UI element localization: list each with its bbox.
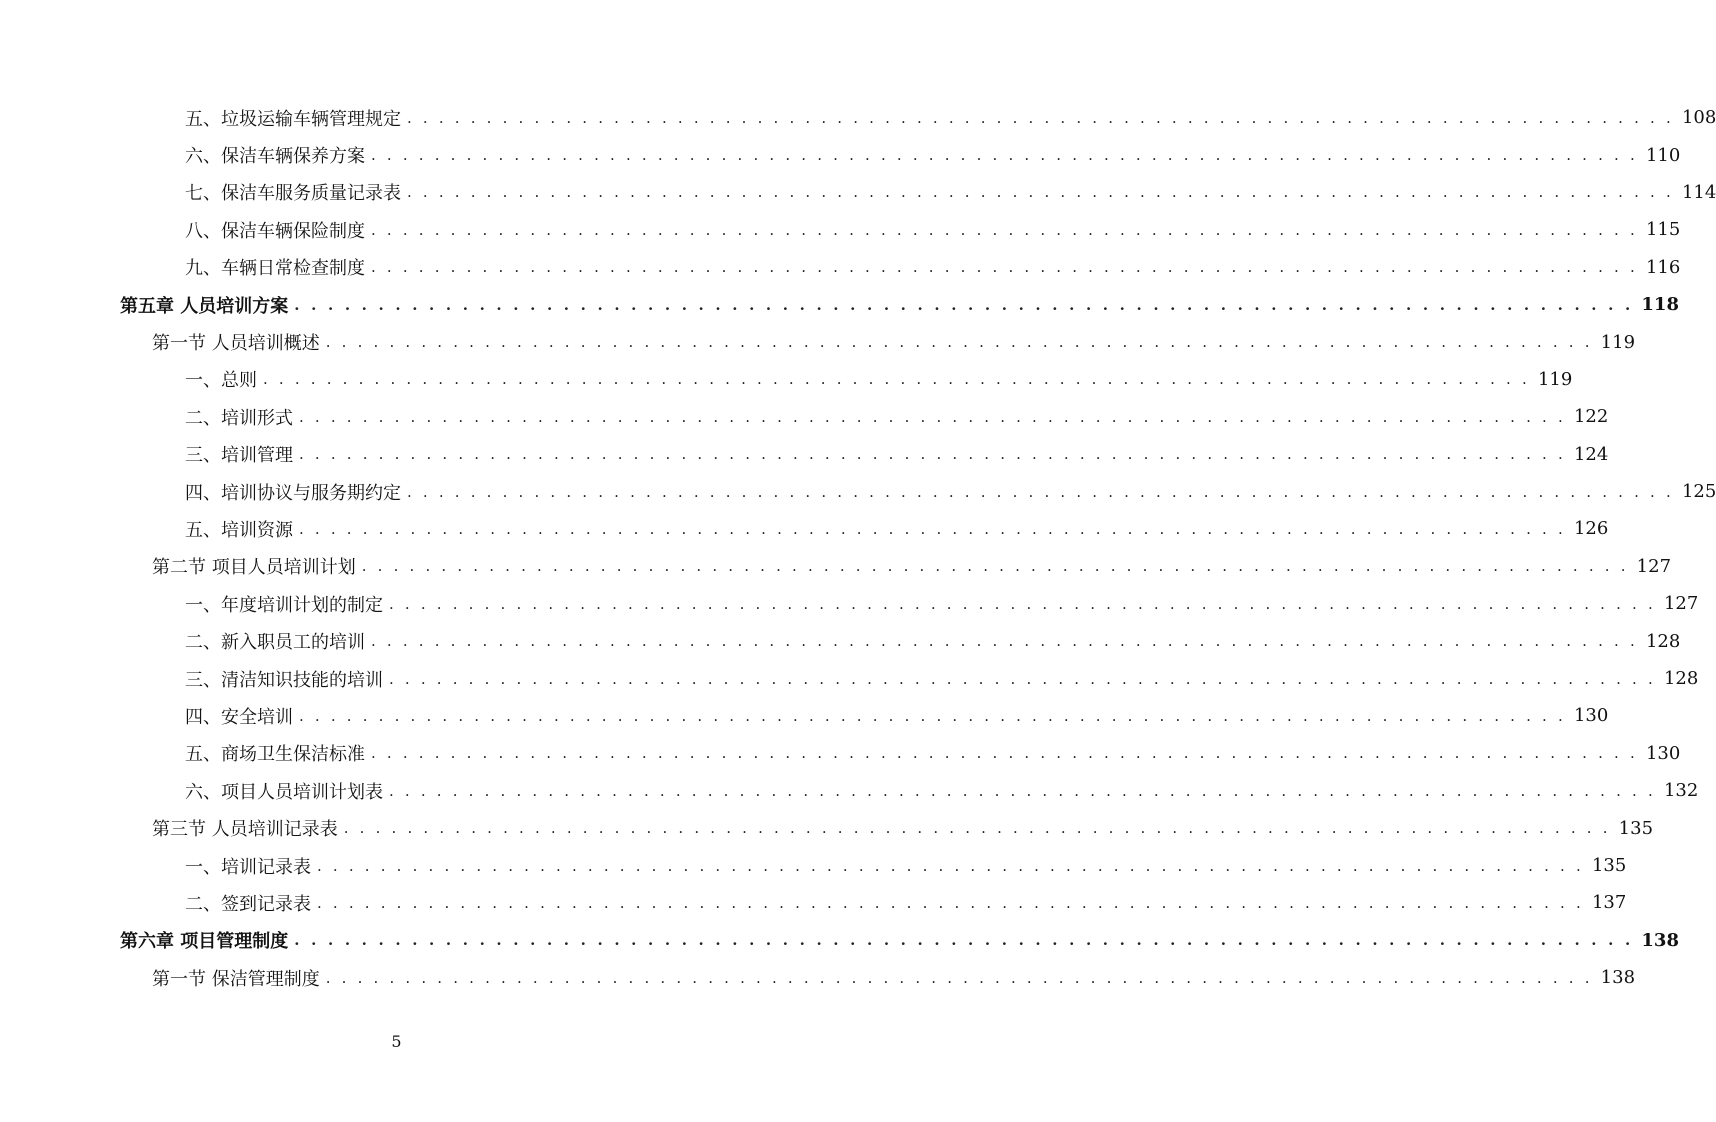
toc-entry-page: 137 — [1584, 892, 1626, 913]
toc-entry-page: 118 — [1633, 294, 1679, 315]
toc-entry-page: 119 — [1593, 332, 1635, 353]
toc-item-entry[interactable] — [0, 697, 1609, 734]
toc-item-entry[interactable] — [0, 398, 1609, 435]
toc-entry-page: 135 — [1611, 818, 1653, 839]
toc-item-entry[interactable] — [0, 884, 1627, 921]
dot-leader: . . . . . . . . . . . . . . . . . . . . . . . . . . . . . . . . . . . . . . . . . . . . . . . . . . . . . . . . . . . . . . . . . . . . . . . . . . . . . . . . — [317, 893, 1584, 912]
dot-leader: . . . . . . . . . . . . . . . . . . . . . . . . . . . . . . . . . . . . . . . . . . . . . . . . . . . . . . . . . . . . . . . . . . . . . . . . . . . . . . . . — [294, 931, 1634, 950]
toc-entry-title: 第二节 项目人员培训计划 — [152, 553, 362, 579]
dot-leader: . . . . . . . . . . . . . . . . . . . . . . . . . . . . . . . . . . . . . . . . . . . . . . . . . . . . . . . . . . . . . . . . . . . . . . . . . . . . . . . . — [325, 333, 1593, 352]
toc-entry-title: 第一节 保洁管理制度 — [152, 965, 326, 991]
toc-entry-title: 第一节 人员培训概述 — [152, 329, 326, 355]
toc-entry-title: 九、车辆日常检查制度 — [185, 254, 371, 280]
toc-entry-title: 二、培训形式 — [185, 404, 299, 430]
toc-entry-title: 五、培训资源 — [185, 516, 299, 542]
toc-item-entry[interactable] — [0, 473, 1716, 510]
toc-entry-page: 127 — [1656, 593, 1698, 614]
dot-leader: . . . . . . . . . . . . . . . . . . . . . . . . . . . . . . . . . . . . . . . . . . . . . . . . . . . . . . . . . . . . . . . . . . . . . . . . . . . . . . . . — [407, 482, 1674, 501]
toc-entry-title: 六、项目人员培训计划表 — [185, 778, 389, 804]
dot-leader: . . . . . . . . . . . . . . . . . . . . . . . . . . . . . . . . . . . . . . . . . . . . . . . . . . . . . . . . . . . . . . . . . . . . . . . . . . . . . . . . — [407, 183, 1674, 202]
toc-entry-page: 128 — [1656, 668, 1698, 689]
toc-entry-page: 122 — [1566, 406, 1608, 427]
toc-entry-title: 五、商场卫生保洁标准 — [185, 740, 371, 766]
toc-entry-title: 四、安全培训 — [185, 703, 299, 729]
toc-item-entry[interactable] — [0, 136, 1681, 173]
toc-entry-title: 六、保洁车辆保养方案 — [185, 142, 371, 168]
toc-section-entry[interactable] — [0, 548, 1672, 585]
toc-item-entry[interactable] — [0, 772, 1699, 809]
toc-entry-page: 124 — [1566, 444, 1608, 465]
dot-leader: . . . . . . . . . . . . . . . . . . . . . . . . . . . . . . . . . . . . . . . . . . . . . . . . . . . . . . . . . . . . . . . . . . . . . . . . . . . . . . . . — [343, 819, 1611, 838]
toc-chapter-entry[interactable] — [0, 286, 1679, 323]
dot-leader: . . . . . . . . . . . . . . . . . . . . . . . . . . . . . . . . . . . . . . . . . . . . . . . . . . . . . . . . . . . . . . . . . . . . . . . . . . . . . . . . — [299, 706, 1566, 725]
dot-leader: . . . . . . . . . . . . . . . . . . . . . . . . . . . . . . . . . . . . . . . . . . . . . . . . . . . . . . . . . . . . . . . . . . . . . . . . . . . . . . . . — [371, 146, 1638, 165]
dot-leader: . . . . . . . . . . . . . . . . . . . . . . . . . . . . . . . . . . . . . . . . . . . . . . . . . . . . . . . . . . . . . . . . . . . . . . . . . . . . . . . . — [371, 632, 1638, 651]
toc-entry-page: 108 — [1674, 107, 1716, 128]
toc-item-entry[interactable] — [0, 660, 1699, 697]
toc-entry-page: 119 — [1530, 369, 1572, 390]
toc-entry-title: 三、培训管理 — [185, 441, 299, 467]
dot-leader: . . . . . . . . . . . . . . . . . . . . . . . . . . . . . . . . . . . . . . . . . . . . . . . . . . . . . . . . . . . . . . . . . . . . . . . . . . . . . . . . — [371, 258, 1638, 277]
dot-leader: . . . . . . . . . . . . . . . . . . . . . . . . . . . . . . . . . . . . . . . . . . . . . . . . . . . . . . . . . . . . . . . . . . . . . . . . . . . . . . . . — [317, 856, 1584, 875]
toc-item-entry[interactable] — [0, 735, 1681, 772]
dot-leader: . . . . . . . . . . . . . . . . . . . . . . . . . . . . . . . . . . . . . . . . . . . . . . . . . . . . . . . . . . . . . . . . . . . . . . . . . . . . . . . . — [371, 220, 1638, 239]
toc-item-entry[interactable] — [0, 211, 1681, 248]
dot-leader: . . . . . . . . . . . . . . . . . . . . . . . . . . . . . . . . . . . . . . . . . . . . . . . . . . . . . . . . . . . . . . . . . . . . . . . . . . . . . . . . — [263, 370, 1530, 389]
toc-entry-page: 126 — [1566, 518, 1608, 539]
toc-item-entry[interactable] — [0, 436, 1609, 473]
toc-item-entry[interactable] — [0, 174, 1716, 211]
dot-leader: . . . . . . . . . . . . . . . . . . . . . . . . . . . . . . . . . . . . . . . . . . . . . . . . . . . . . . . . . . . . . . . . . . . . . . . . . . . . . . . . — [299, 519, 1566, 538]
toc-section-entry[interactable] — [0, 323, 1636, 360]
toc-entry-page: 125 — [1674, 481, 1716, 502]
toc-entry-title: 八、保洁车辆保险制度 — [185, 217, 371, 243]
toc-entry-page: 138 — [1633, 930, 1679, 951]
dot-leader: . . . . . . . . . . . . . . . . . . . . . . . . . . . . . . . . . . . . . . . . . . . . . . . . . . . . . . . . . . . . . . . . . . . . . . . . . . . . . . . . — [389, 669, 1656, 688]
toc-item-entry[interactable] — [0, 99, 1716, 136]
toc-entry-title: 第六章 项目管理制度 — [120, 927, 294, 953]
toc-entry-title: 一、培训记录表 — [185, 853, 317, 879]
toc-item-entry[interactable] — [0, 622, 1681, 659]
toc-entry-title: 第五章 人员培训方案 — [120, 292, 294, 318]
toc-entry-title: 一、年度培训计划的制定 — [185, 591, 389, 617]
toc-item-entry[interactable] — [0, 585, 1699, 622]
toc-chapter-entry[interactable] — [0, 922, 1679, 959]
dot-leader: . . . . . . . . . . . . . . . . . . . . . . . . . . . . . . . . . . . . . . . . . . . . . . . . . . . . . . . . . . . . . . . . . . . . . . . . . . . . . . . . — [325, 968, 1593, 987]
dot-leader: . . . . . . . . . . . . . . . . . . . . . . . . . . . . . . . . . . . . . . . . . . . . . . . . . . . . . . . . . . . . . . . . . . . . . . . . . . . . . . . . — [407, 108, 1674, 127]
toc-entry-page: 115 — [1638, 219, 1680, 240]
toc-entry-page: 130 — [1566, 705, 1608, 726]
toc-entry-title: 第三节 人员培训记录表 — [152, 815, 344, 841]
toc-entry-page: 116 — [1638, 257, 1680, 278]
dot-leader: . . . . . . . . . . . . . . . . . . . . . . . . . . . . . . . . . . . . . . . . . . . . . . . . . . . . . . . . . . . . . . . . . . . . . . . . . . . . . . . . — [294, 295, 1634, 314]
dot-leader: . . . . . . . . . . . . . . . . . . . . . . . . . . . . . . . . . . . . . . . . . . . . . . . . . . . . . . . . . . . . . . . . . . . . . . . . . . . . . . . . — [389, 781, 1656, 800]
toc-entry-title: 三、清洁知识技能的培训 — [185, 666, 389, 692]
toc-entry-title: 二、新入职员工的培训 — [185, 628, 371, 654]
toc-entry-page: 127 — [1629, 556, 1671, 577]
toc-entry-title: 一、总则 — [185, 366, 263, 392]
dot-leader: . . . . . . . . . . . . . . . . . . . . . . . . . . . . . . . . . . . . . . . . . . . . . . . . . . . . . . . . . . . . . . . . . . . . . . . . . . . . . . . . — [371, 744, 1638, 763]
toc-entry-title: 二、签到记录表 — [185, 890, 317, 916]
table-of-contents — [0, 99, 1716, 996]
dot-leader: . . . . . . . . . . . . . . . . . . . . . . . . . . . . . . . . . . . . . . . . . . . . . . . . . . . . . . . . . . . . . . . . . . . . . . . . . . . . . . . . — [389, 594, 1656, 613]
toc-entry-page: 130 — [1638, 743, 1680, 764]
page-number: 5 — [391, 1032, 402, 1051]
toc-item-entry[interactable] — [0, 361, 1573, 398]
toc-entry-title: 七、保洁车服务质量记录表 — [185, 179, 407, 205]
dot-leader: . . . . . . . . . . . . . . . . . . . . . . . . . . . . . . . . . . . . . . . . . . . . . . . . . . . . . . . . . . . . . . . . . . . . . . . . . . . . . . . . — [361, 557, 1629, 576]
toc-entry-title: 五、垃圾运输车辆管理规定 — [185, 105, 407, 131]
toc-item-entry[interactable] — [0, 847, 1627, 884]
toc-section-entry[interactable] — [0, 959, 1636, 996]
toc-entry-page: 110 — [1638, 145, 1680, 166]
toc-item-entry[interactable] — [0, 510, 1609, 547]
dot-leader: . . . . . . . . . . . . . . . . . . . . . . . . . . . . . . . . . . . . . . . . . . . . . . . . . . . . . . . . . . . . . . . . . . . . . . . . . . . . . . . . — [299, 445, 1566, 464]
toc-section-entry[interactable] — [0, 809, 1654, 846]
toc-item-entry[interactable] — [0, 249, 1681, 286]
toc-entry-page: 135 — [1584, 855, 1626, 876]
toc-entry-title: 四、培训协议与服务期约定 — [185, 479, 407, 505]
toc-entry-page: 132 — [1656, 780, 1698, 801]
dot-leader: . . . . . . . . . . . . . . . . . . . . . . . . . . . . . . . . . . . . . . . . . . . . . . . . . . . . . . . . . . . . . . . . . . . . . . . . . . . . . . . . — [299, 407, 1566, 426]
toc-entry-page: 138 — [1593, 967, 1635, 988]
toc-entry-page: 128 — [1638, 631, 1680, 652]
toc-entry-page: 114 — [1674, 182, 1716, 203]
